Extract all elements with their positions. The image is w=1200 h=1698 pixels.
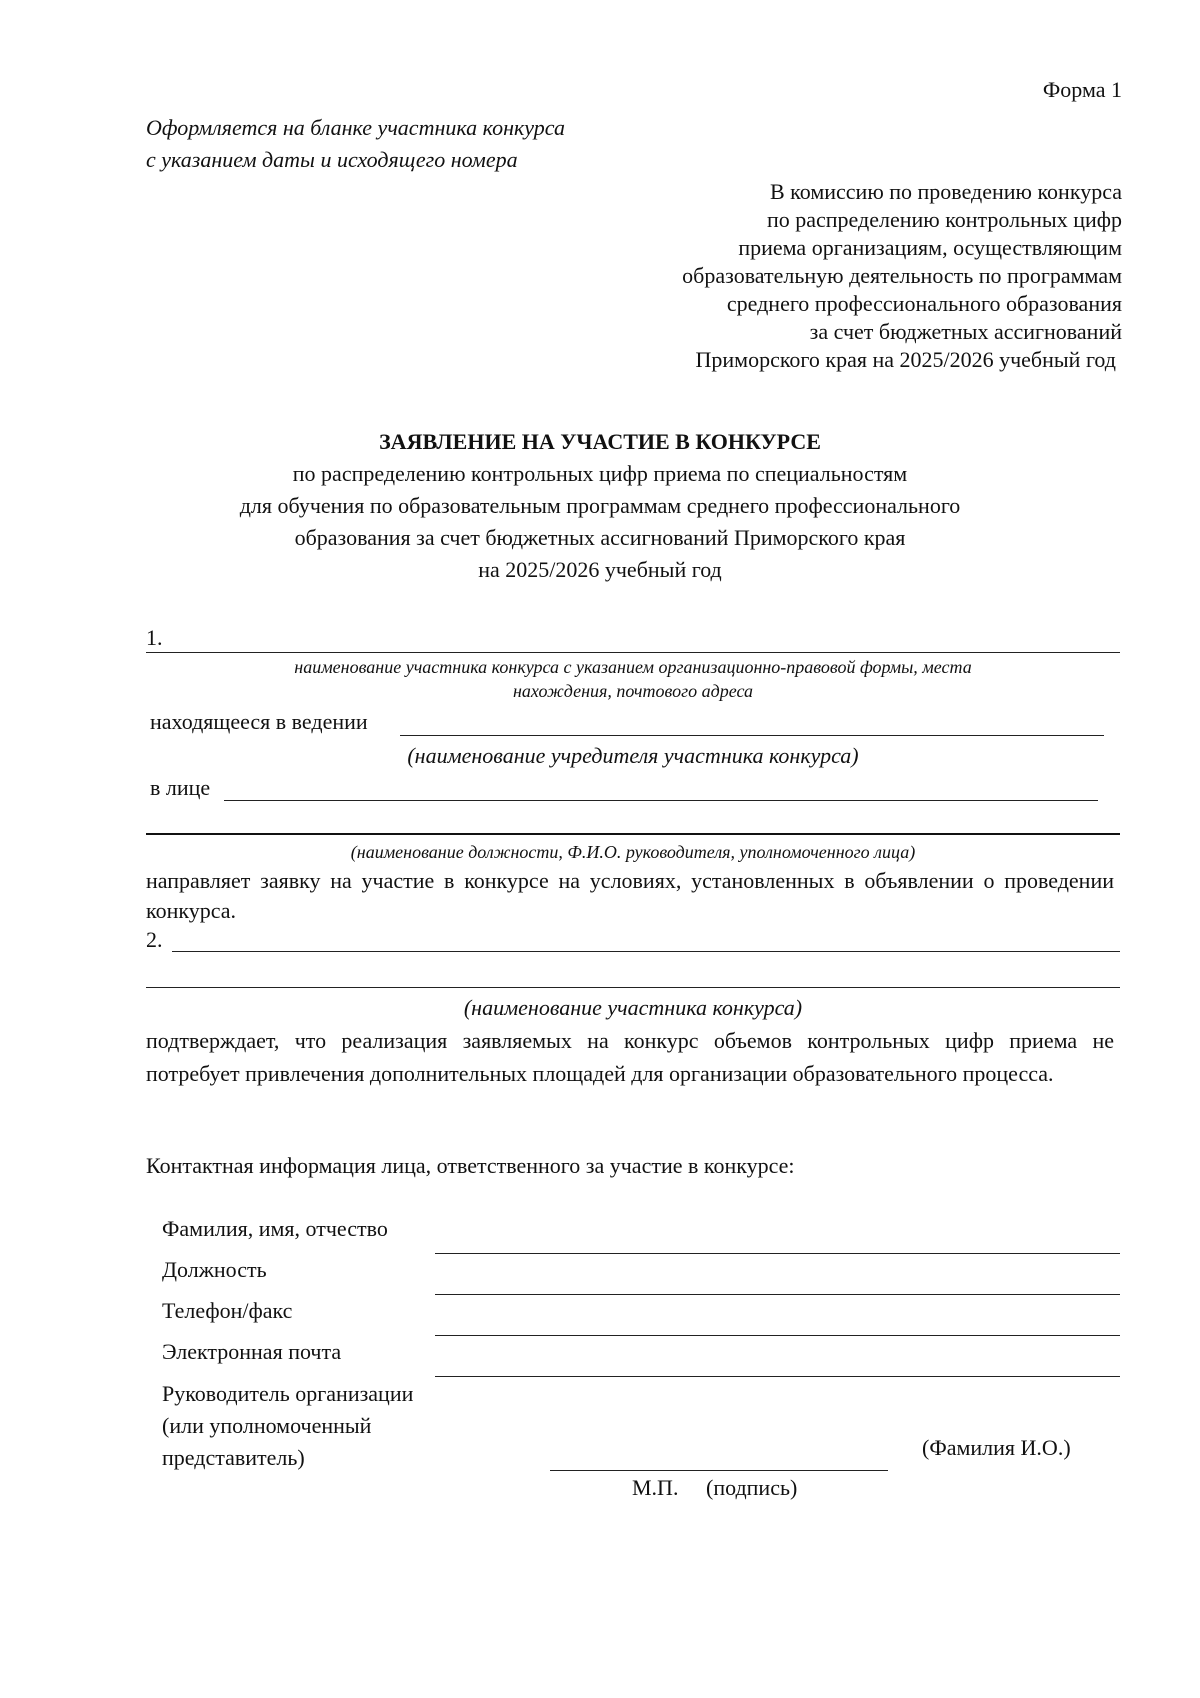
- signature-hint: (подпись): [706, 1475, 798, 1500]
- participant-name-line: [146, 652, 1120, 653]
- signature-line: [550, 1470, 888, 1471]
- position-field-line: [435, 1294, 1120, 1295]
- addressee-line: В комиссию по проведению конкурса: [770, 179, 1122, 204]
- subtitle-line: для обучения по образовательным программам среднего профессионального: [239, 493, 961, 518]
- stamp-label: М.П.: [632, 1475, 679, 1500]
- person-line-2: [146, 833, 1120, 835]
- contact-field-label: Электронная почта: [162, 1339, 342, 1364]
- participant-line-2a: [172, 951, 1120, 952]
- section-2-statement: подтверждает, что реализация заявляемых на конкурс объемов контрольных цифр приема не потребует привлечения дополнительных площадей для организации образовательного процесса.: [146, 1028, 1114, 1086]
- addressee-line: образовательную деятельность по программам: [682, 263, 1122, 288]
- participant-hint-line-1: наименование участника конкурса с указанием организационно-правовой формы, места: [294, 657, 972, 677]
- section-1-number: 1.: [146, 625, 163, 650]
- subtitle-line: на 2025/2026 учебный год: [478, 557, 722, 582]
- addressee-line: за счет бюджетных ассигнований: [809, 319, 1122, 344]
- person-label: в лице: [150, 775, 211, 800]
- contact-field-label: Телефон/факс: [162, 1298, 293, 1323]
- head-label-line: Руководитель организации: [162, 1381, 414, 1406]
- head-label-line: (или уполномоченный: [162, 1413, 372, 1438]
- name-hint: (Фамилия И.О.): [922, 1435, 1071, 1460]
- form-number: Форма 1: [1042, 77, 1122, 102]
- section-2-number: 2.: [146, 927, 163, 952]
- document-title: ЗАЯВЛЕНИЕ НА УЧАСТИЕ В КОНКУРСЕ: [379, 429, 821, 454]
- addressee-line: среднего профессионального образования: [726, 291, 1122, 316]
- participant-hint-line-2: нахождения, почтового адреса: [513, 681, 753, 701]
- phone-field-line: [435, 1335, 1120, 1336]
- head-label-line: представитель): [162, 1445, 305, 1470]
- blank-note-line-2: с указанием даты и исходящего номера: [146, 147, 518, 172]
- addressee-line: Приморского края на 2025/2026 учебный год: [695, 347, 1116, 372]
- email-field-line: [435, 1376, 1120, 1377]
- participant-hint-2: (наименование участника конкурса): [463, 995, 803, 1020]
- blank-note-line-1: Оформляется на бланке участника конкурса: [146, 115, 565, 140]
- person-hint: (наименование должности, Ф.И.О. руководителя, уполномоченного лица): [350, 842, 916, 862]
- subtitle-line: образования за счет бюджетных ассигнований Приморского края: [294, 525, 906, 550]
- addressee-line: приема организациям, осуществляющим: [738, 235, 1122, 260]
- subtitle-line: по распределению контрольных цифр приема по специальностям: [292, 461, 908, 486]
- person-line: [224, 800, 1098, 801]
- contact-heading: Контактная информация лица, ответственного за участие в конкурсе:: [146, 1153, 795, 1178]
- section-1-statement: направляет заявку на участие в конкурсе на условиях, установленных в объявлении о проведении конкурса.: [146, 868, 1114, 923]
- under-label: находящееся в ведении: [150, 709, 368, 734]
- founder-line: [400, 735, 1104, 736]
- fio-field-line: [435, 1253, 1120, 1254]
- contact-field-label: Фамилия, имя, отчество: [162, 1216, 388, 1241]
- participant-line-2b: [146, 987, 1120, 988]
- contact-field-label: Должность: [162, 1257, 267, 1282]
- founder-hint: (наименование учредителя участника конкурса): [407, 743, 859, 768]
- addressee-line: по распределению контрольных цифр: [766, 207, 1122, 232]
